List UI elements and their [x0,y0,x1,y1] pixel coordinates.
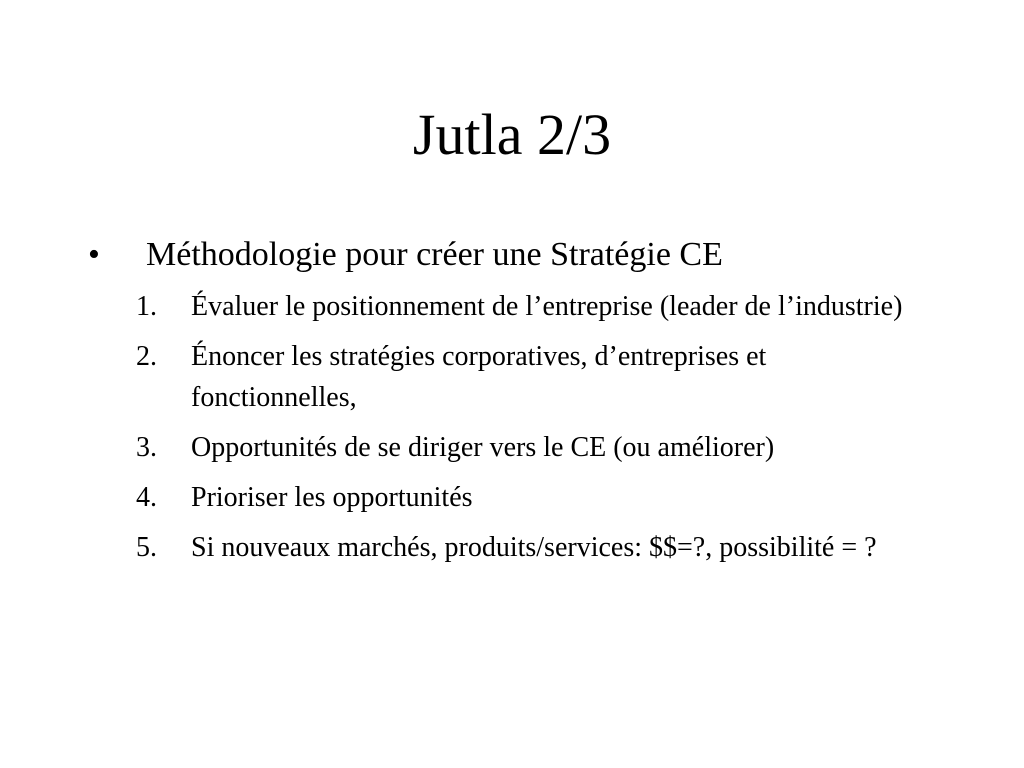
bullet-marker: • [88,236,100,273]
step-number: 4. [136,482,157,513]
step-text: Évaluer le positionnement de l’entreprise (leader de l’industrie) [191,291,903,322]
step-text: Énoncer les stratégies corporatives, d’entreprises et fonctionnelles, [191,341,767,413]
step-item-3 [136,427,916,468]
slide-title: Jutla 2/3 [412,102,612,167]
step-item-4 [136,477,916,518]
step-text: Si nouveaux marchés, produits/services: $$=?, possibilité = ? [191,532,877,563]
step-item-2 [136,336,916,418]
methodology-steps-list [136,286,916,577]
main-bullet-text: Méthodologie pour créer une Stratégie CE [146,236,723,273]
step-number: 3. [136,432,157,463]
step-item-5 [136,527,916,568]
step-number: 2. [136,341,157,372]
step-number: 1. [136,291,157,322]
step-text: Opportunités de se diriger vers le CE (ou améliorer) [191,432,775,463]
step-text: Prioriser les opportunités [191,482,473,513]
step-item-1 [136,286,916,327]
step-number: 5. [136,532,157,563]
